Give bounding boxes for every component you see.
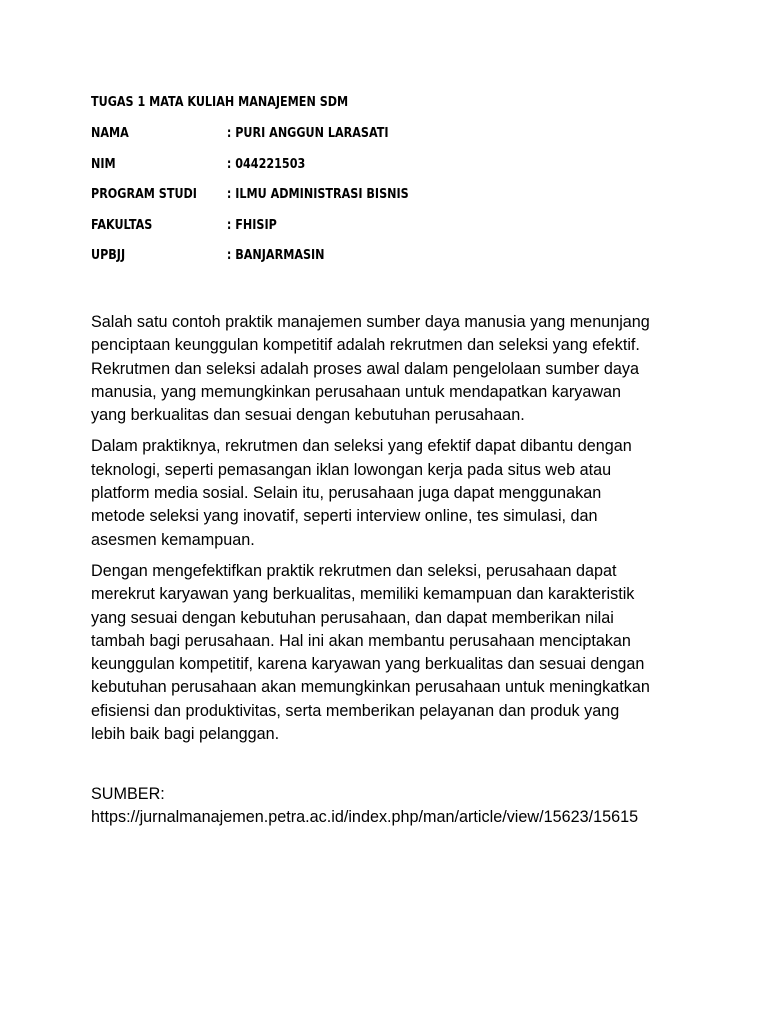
text-line: teknologi, seperti pemasangan iklan lowongan kerja pada situs web atau [91, 460, 612, 479]
info-value: : FHISIP [226, 217, 277, 233]
text-line: manusia, yang memungkinkan perusahaan untuk mendapatkan karyawan [91, 382, 622, 401]
text-line: yang sesuai dengan kebutuhan perusahaan, dan dapat memberikan nilai [91, 608, 614, 627]
source-label: SUMBER: [91, 785, 165, 803]
text-line: lebih baik bagi pelanggan. [91, 725, 280, 744]
text-line: asesmen kemampuan. [91, 530, 255, 549]
info-value: : PURI ANGGUN LARASATI [226, 126, 389, 141]
info-row-upbjj [91, 247, 607, 278]
info-label: FAKULTAS [91, 217, 153, 233]
text-line: Rekrutmen dan seleksi adalah proses awal dalam pengelolaan sumber daya [91, 359, 640, 378]
header-block [91, 94, 607, 278]
source-link[interactable]: https://jurnalmanajemen.petra.ac.id/index.php/man/article/view/15623/15615 [91, 808, 639, 827]
paragraph-3 [91, 560, 691, 746]
text-line: tambah bagi perusahaan. Hal ini akan membantu perusahaan menciptakan [91, 631, 631, 650]
document-title: TUGAS 1 MATA KULIAH MANAJEMEN SDM [91, 95, 349, 110]
text-line: penciptaan keunggulan kompetitif adalah rekrutmen dan seleksi yang efektif. [91, 336, 640, 355]
text-line: yang berkualitas dan sesuai dengan kebutuhan perusahaan. [91, 406, 525, 425]
source-block [91, 783, 638, 830]
paragraph-1 [91, 311, 691, 427]
info-value: : ILMU ADMINISTRASI BISNIS [226, 187, 409, 203]
text-line: keunggulan kompetitif, karena karyawan yang berkualitas dan sesuai dengan [91, 655, 645, 674]
text-line: Dengan mengefektifkan praktik rekrutmen dan seleksi, perusahaan dapat [91, 561, 617, 580]
info-row-fakultas [91, 217, 607, 248]
text-line: merekrut karyawan yang berkualitas, memiliki kemampuan dan karakteristik [91, 585, 635, 604]
info-row-nama [91, 125, 607, 156]
paragraph-2 [91, 435, 691, 551]
info-label: NAMA [91, 126, 129, 141]
text-line: efisiensi dan produktivitas, serta memberikan pelayanan dan produk yang [91, 701, 620, 720]
text-line: Salah satu contoh praktik manajemen sumber daya manusia yang menunjang [91, 313, 650, 331]
text-line: metode seleksi yang inovatif, seperti interview online, tes simulasi, dan [91, 507, 598, 526]
info-label: UPBJJ [91, 248, 126, 264]
info-value: : 044221503 [226, 156, 306, 172]
body-text [91, 311, 691, 754]
text-line: kebutuhan perusahaan akan memungkinkan perusahaan untuk meningkatkan [91, 678, 650, 697]
info-value: : BANJARMASIN [226, 248, 325, 264]
info-row-program-studi [91, 186, 607, 217]
info-label: PROGRAM STUDI [91, 187, 197, 203]
info-row-nim [91, 156, 607, 187]
text-line: platform media sosial. Selain itu, perusahaan juga dapat menggunakan [91, 484, 602, 503]
info-label: NIM [91, 156, 116, 172]
text-line: Dalam praktiknya, rekrutmen dan seleksi yang efektif dapat dibantu dengan [91, 437, 632, 456]
